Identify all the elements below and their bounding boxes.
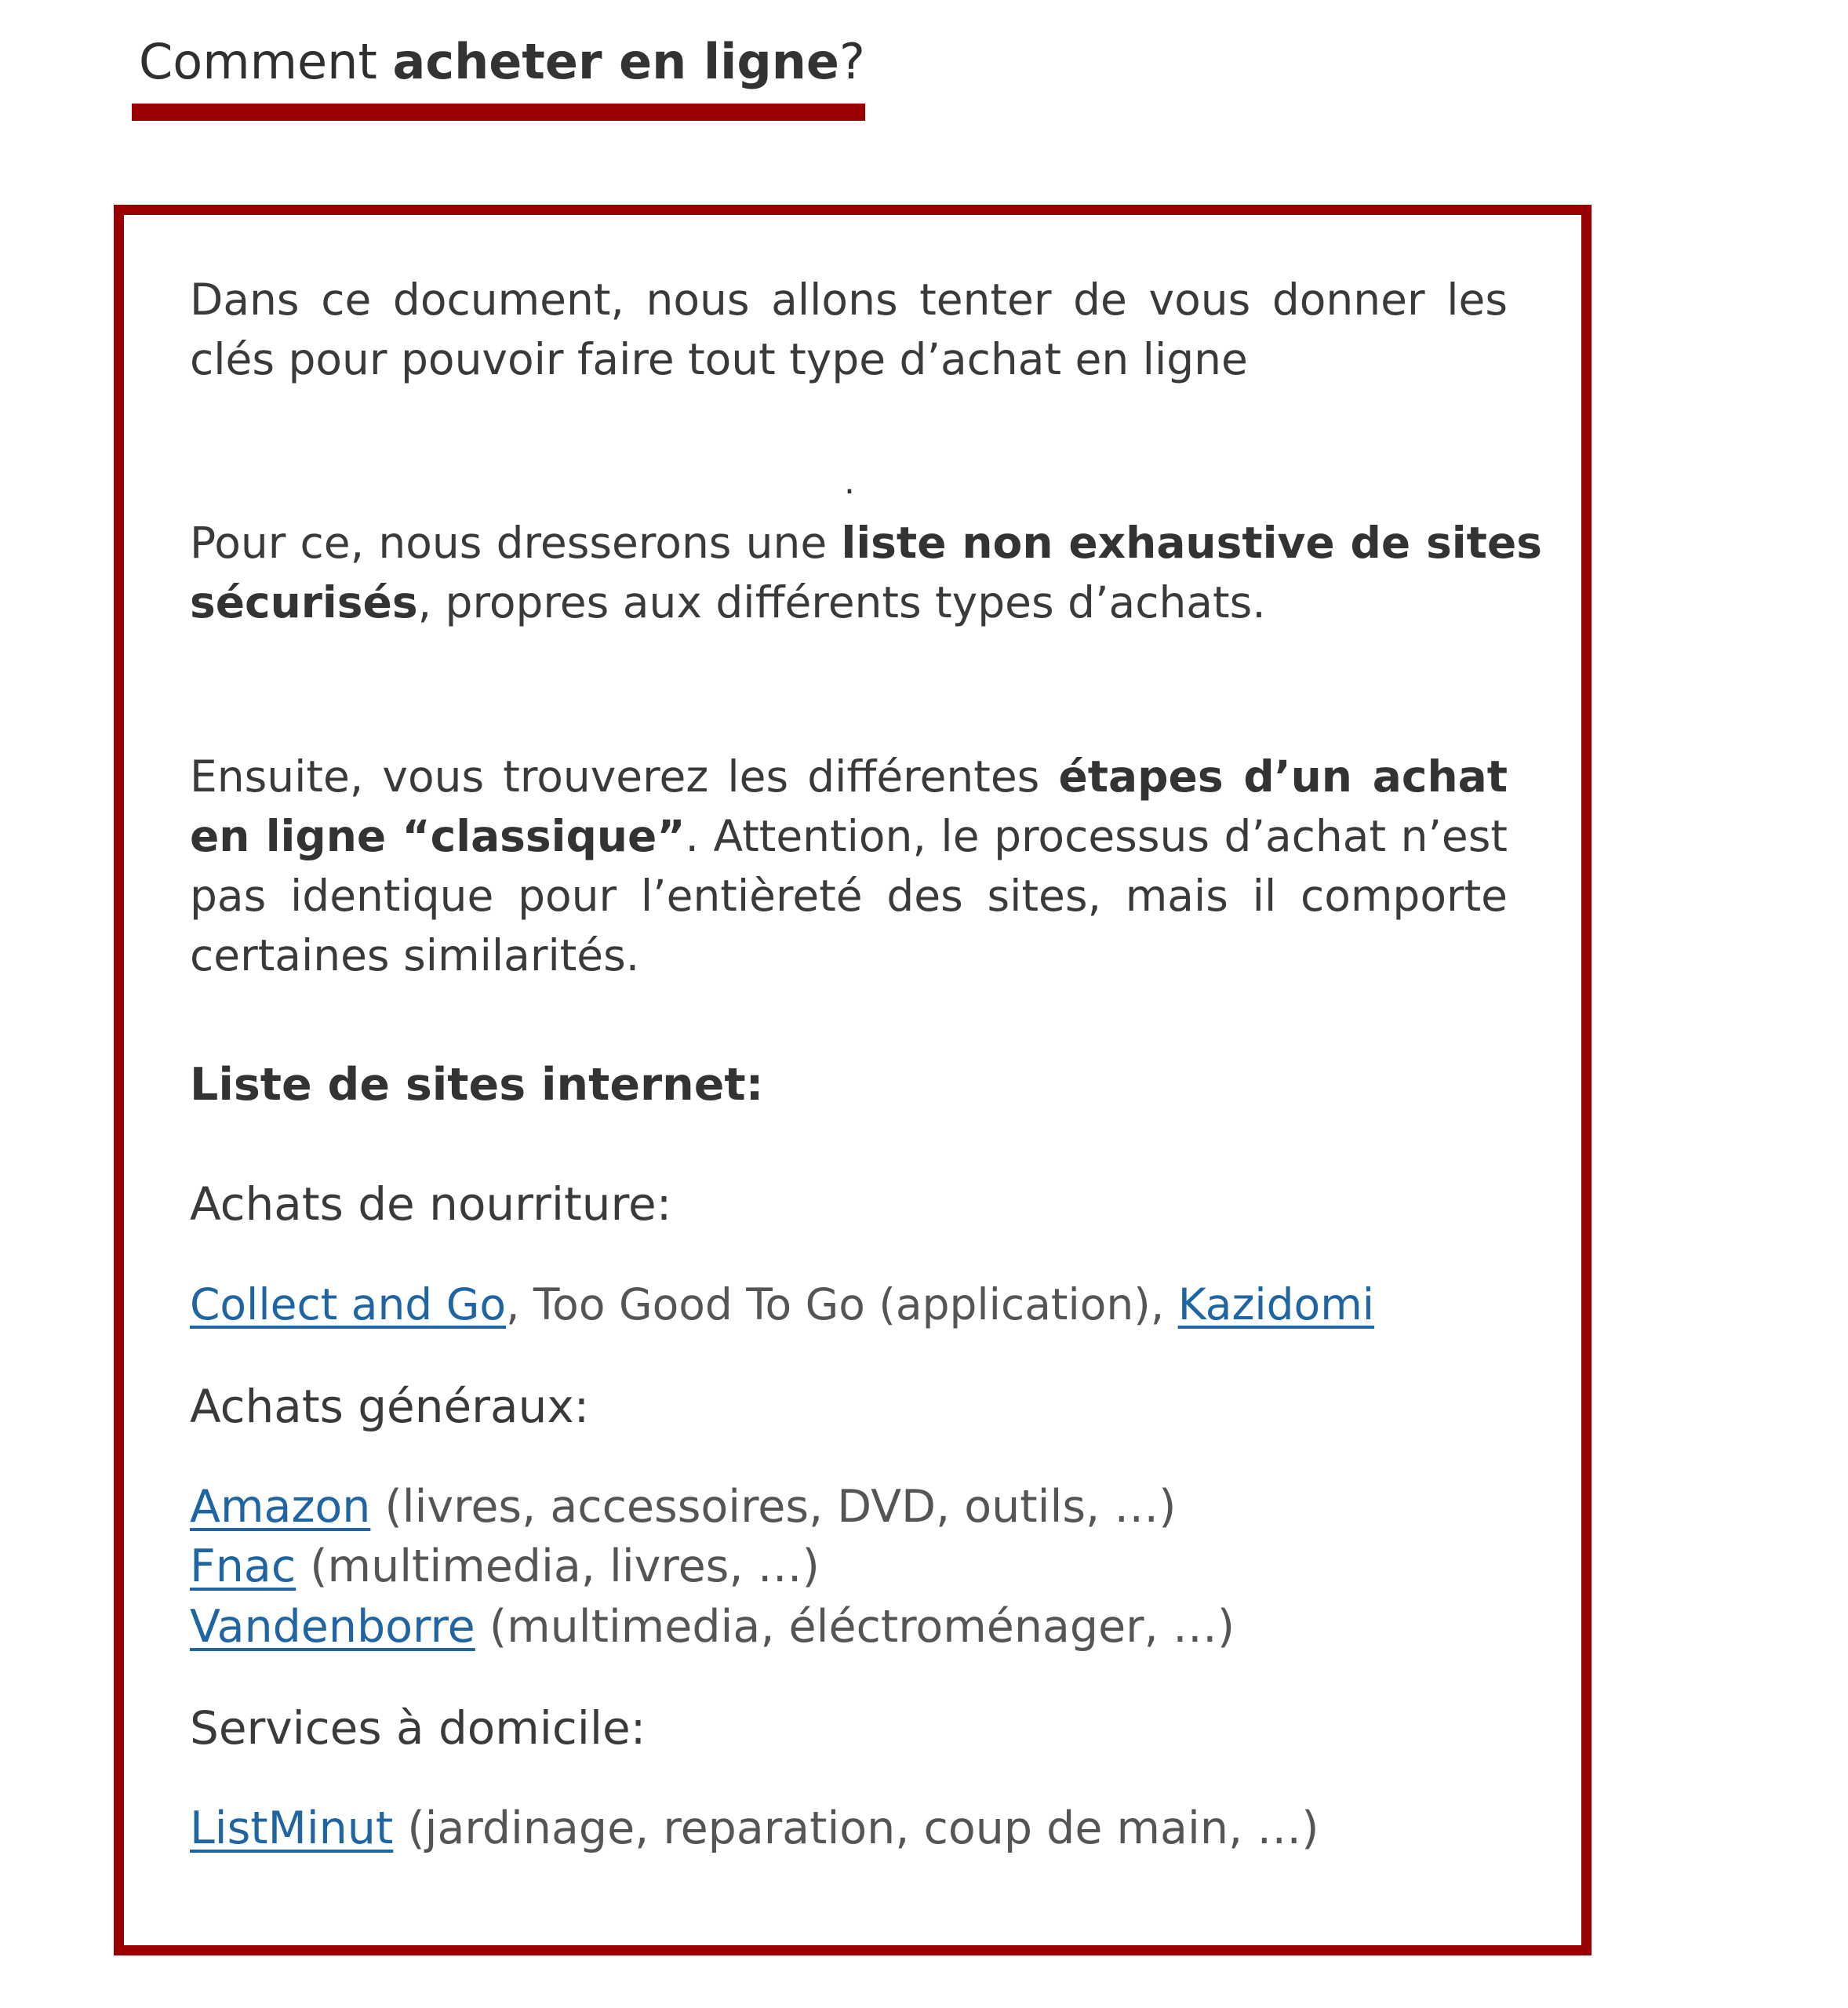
- p3-emphasis: étapes d’un achat en ligne “classique”: [190, 751, 1508, 861]
- link-kazidomi[interactable]: Kazidomi: [1177, 1279, 1375, 1330]
- link-amazon[interactable]: Amazon: [190, 1481, 371, 1533]
- p3-text-c: . Attention, le processus d’achat n’est pas identique pour l’entièreté des sites, mais il comporte certaines similarités.: [190, 811, 1508, 980]
- p2-text-c: , propres aux différents types d’achats.: [417, 577, 1266, 628]
- vandenborre-note: (multimedia, éléctroménager, …): [475, 1601, 1235, 1653]
- stray-dot: .: [844, 462, 855, 502]
- page-title: [139, 27, 865, 97]
- site-list-heading: Liste de sites internet:: [190, 1059, 764, 1111]
- list-item: [190, 1798, 1319, 1859]
- link-vandenborre[interactable]: Vandenborre: [190, 1601, 475, 1653]
- food-plain-text: , Too Good To Go (application),: [505, 1279, 1178, 1330]
- fnac-note: (multimedia, livres, …): [296, 1541, 820, 1592]
- link-fnac[interactable]: Fnac: [190, 1541, 296, 1592]
- amazon-note: (livres, accessoires, DVD, outils, …): [370, 1481, 1177, 1533]
- title-prefix: Comment: [139, 33, 393, 90]
- p2-emphasis: liste non exhaustive de sites sécurisés: [190, 518, 1542, 628]
- link-collect-and-go[interactable]: Collect and Go: [190, 1279, 506, 1330]
- category-services-title: Services à domicile:: [190, 1701, 646, 1755]
- title-suffix: ?: [839, 33, 865, 90]
- category-general-title: Achats généraux:: [190, 1380, 590, 1433]
- p3-text-a: Ensuite, vous trouverez les différentes: [190, 751, 1059, 802]
- list-item: [190, 1596, 1235, 1657]
- link-listminut[interactable]: ListMinut: [190, 1802, 394, 1854]
- intro-paragraph-3: [190, 747, 1508, 985]
- intro-paragraph-1: Dans ce document, nous allons tenter de vous donner les clés pour pouvoir faire tout type d’achat en ligne: [190, 275, 1508, 384]
- title-underline-bar: [132, 104, 865, 121]
- list-item: [190, 1476, 1177, 1537]
- food-sites-line: [190, 1274, 1374, 1335]
- p2-text-a: Pour ce, nous dresserons une: [190, 518, 842, 568]
- list-item: [190, 1536, 820, 1597]
- listminut-note: (jardinage, reparation, coup de main, …): [393, 1802, 1319, 1854]
- intro-paragraph-2: [190, 513, 1542, 632]
- title-emphasis: acheter en ligne: [392, 33, 839, 90]
- category-food-title: Achats de nourriture:: [190, 1177, 672, 1231]
